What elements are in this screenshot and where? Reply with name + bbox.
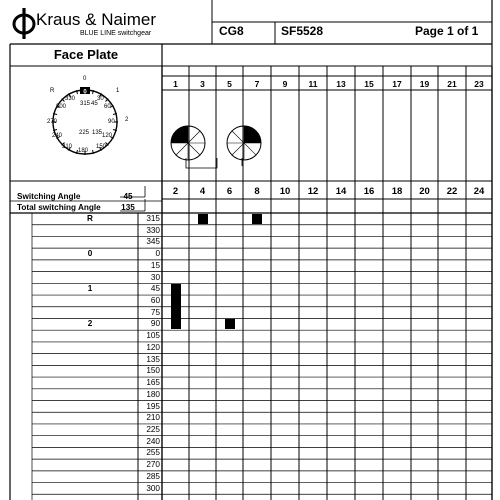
position-label: R	[87, 214, 93, 223]
total-switching-angle-value: 135	[121, 203, 135, 212]
svg-text:60: 60	[104, 104, 111, 110]
angle-cell: 45	[150, 284, 160, 294]
angle-cell: 30	[150, 272, 160, 282]
bottom-terminal: 6	[226, 186, 233, 197]
svg-text:225: 225	[79, 130, 90, 136]
bottom-terminal: 8	[254, 186, 260, 197]
angle-cell: 255	[146, 448, 160, 458]
angle-cell: 15	[150, 260, 160, 270]
bottom-terminal: 10	[279, 186, 291, 197]
angle-cell: 240	[146, 436, 160, 446]
angle-cell: 270	[146, 460, 160, 470]
angle-cell: 135	[146, 354, 160, 364]
drawing-number: SF5528	[281, 24, 324, 38]
top-terminal: 7	[254, 79, 260, 89]
bottom-terminal: 22	[446, 186, 458, 197]
angle-cell: 90	[150, 319, 160, 329]
svg-text:150: 150	[96, 144, 107, 150]
bottom-terminal: 12	[307, 186, 319, 197]
bottom-terminal: 24	[473, 186, 485, 197]
top-terminal: 9	[282, 79, 288, 89]
position-label: 1	[87, 284, 93, 294]
angle-cell: 300	[146, 483, 160, 493]
switching-angle-value: 45	[123, 192, 133, 201]
angle-cell: 0	[155, 249, 160, 259]
svg-text:210: 210	[62, 144, 73, 150]
top-terminal: 21	[447, 79, 457, 89]
brand-name: Kraus & Naimer	[36, 10, 156, 29]
angle-cell: 330	[146, 225, 160, 235]
top-terminal: 1	[173, 79, 178, 89]
total-switching-angle-label: Total switching Angle	[17, 203, 101, 212]
angle-cell: 345	[146, 237, 160, 247]
svg-text:120: 120	[102, 133, 113, 139]
svg-text:180: 180	[78, 148, 89, 154]
top-terminal: 3	[200, 79, 205, 89]
svg-text:45: 45	[91, 101, 98, 107]
svg-text:90: 90	[108, 119, 115, 125]
top-terminal: 5	[227, 79, 232, 89]
angle-cell: 120	[146, 342, 160, 352]
angle-cell: 105	[146, 331, 160, 341]
top-terminal: 15	[364, 79, 374, 89]
top-terminal: 17	[392, 79, 402, 89]
angle-cell: 165	[146, 378, 160, 388]
face-plate-title: Face Plate	[53, 47, 119, 62]
angle-cell: 75	[150, 307, 160, 317]
top-terminal: 13	[336, 79, 346, 89]
svg-text:240: 240	[52, 133, 63, 139]
svg-text:R: R	[50, 88, 55, 94]
angle-cell: 180	[146, 389, 160, 399]
bottom-terminal: 20	[419, 186, 430, 197]
angle-cell: 285	[146, 471, 160, 481]
angle-cell: 150	[146, 366, 160, 376]
bottom-terminal: 14	[335, 186, 347, 197]
position-label: 2	[87, 319, 93, 329]
top-terminal: 11	[308, 79, 318, 89]
svg-text:0: 0	[83, 89, 87, 96]
svg-text:1: 1	[116, 88, 120, 94]
bottom-terminal: 18	[391, 186, 403, 197]
switching-angle-label: Switching Angle	[17, 192, 81, 201]
angle-cell: 60	[150, 296, 160, 306]
top-terminal: 23	[474, 79, 484, 89]
bottom-terminal: 2	[172, 186, 179, 197]
angle-cell: 210	[146, 413, 160, 423]
position-label: 0	[87, 249, 93, 259]
model-number: CG8	[219, 24, 244, 38]
angle-cell: 195	[146, 401, 160, 411]
svg-text:2: 2	[125, 117, 129, 123]
svg-text:315: 315	[80, 101, 91, 107]
svg-text:135: 135	[92, 130, 103, 136]
svg-text:270: 270	[47, 119, 58, 125]
svg-text:300: 300	[56, 104, 67, 110]
angle-cell: 315	[146, 214, 160, 223]
page-indicator: Page 1 of 1	[415, 24, 479, 38]
brand-tagline: BLUE LINE switchgear	[80, 30, 152, 37]
angle-cell: 225	[146, 424, 160, 434]
svg-text:30: 30	[97, 96, 104, 102]
bottom-terminal: 16	[363, 186, 375, 197]
svg-text:0: 0	[83, 76, 87, 82]
bottom-terminal: 4	[199, 186, 206, 197]
svg-text:330: 330	[65, 96, 76, 102]
top-terminal: 19	[419, 79, 430, 89]
